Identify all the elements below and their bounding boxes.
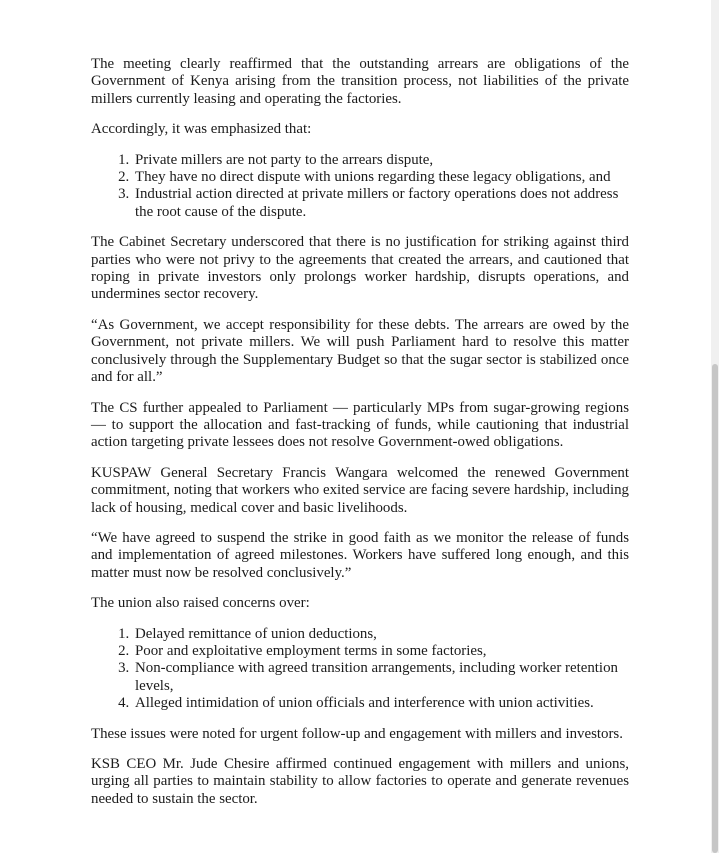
list-item: 4. Alleged intimidation of union officials and interference with union activities. <box>133 695 629 712</box>
document-body <box>91 56 629 821</box>
paragraph-government-quote: “As Government, we accept responsibility for these debts. The arrears are owed by the Government, not private millers. We will push Parliament hard to resolve this matter conclusively through the Supplementary Budget so that the sugar sector is stabilized once and for all.” <box>91 316 629 386</box>
paragraph-union-quote: “We have agreed to suspend the strike in good faith as we monitor the release of funds and implementation of agreed milestones. Workers have suffered long enough, and this matter must now be resolved conclusively.” <box>91 529 629 581</box>
list-item: 1. Delayed remittance of union deductions, <box>133 626 629 643</box>
paragraph-arrears-obligations: The meeting clearly reaffirmed that the outstanding arrears are obligations of the Government of Kenya arising from the transition process, not liabilities of the private millers currently leasing and operating the factories. <box>91 56 629 107</box>
union-concerns-list <box>91 626 629 713</box>
paragraph-cabinet-secretary: The Cabinet Secretary underscored that there is no justification for striking against third parties who were not privy to the agreements that created the arrears, and cautioned that roping in private investors only prolongs worker hardship, disrupts operations, and undermines sector recovery. <box>91 234 629 303</box>
vertical-scrollbar[interactable] <box>711 0 719 853</box>
list-item: 3. Non-compliance with agreed transition arrangements, including worker retention levels, <box>133 660 629 695</box>
paragraph-concerns-intro: The union also raised concerns over: <box>91 595 310 612</box>
paragraph-ksb-ceo: KSB CEO Mr. Jude Chesire affirmed continued engagement with millers and unions, urging all parties to maintain stability to allow factories to operate and generate revenues needed to sustain the sector. <box>91 756 629 807</box>
list-item: 3. Industrial action directed at private millers or factory operations does not address the root cause of the dispute. <box>133 186 629 221</box>
list-item: 2. Poor and exploitative employment terms in some factories, <box>133 643 629 660</box>
list-item: 1. Private millers are not party to the arrears dispute, <box>133 152 629 169</box>
paragraph-kuspaw-statement: KUSPAW General Secretary Francis Wangara welcomed the renewed Government commitment, noting that workers who exited service are facing severe hardship, including lack of housing, medical cover and basic livelihoods. <box>91 464 629 516</box>
scrollbar-thumb[interactable] <box>712 364 718 853</box>
list-item: 2. They have no direct dispute with unions regarding these legacy obligations, and <box>133 169 629 186</box>
paragraph-follow-up: These issues were noted for urgent follow-up and engagement with millers and investors. <box>91 725 623 742</box>
paragraph-cs-appeal: The CS further appealed to Parliament — particularly MPs from sugar-growing regions — to support the allocation and fast-tracking of funds, while cautioning that industrial action targeting private lessees does not resolve Government-owed obligations. <box>91 399 629 451</box>
paragraph-emphasized-intro: Accordingly, it was emphasized that: <box>91 121 312 138</box>
emphasized-points-list <box>91 152 629 222</box>
